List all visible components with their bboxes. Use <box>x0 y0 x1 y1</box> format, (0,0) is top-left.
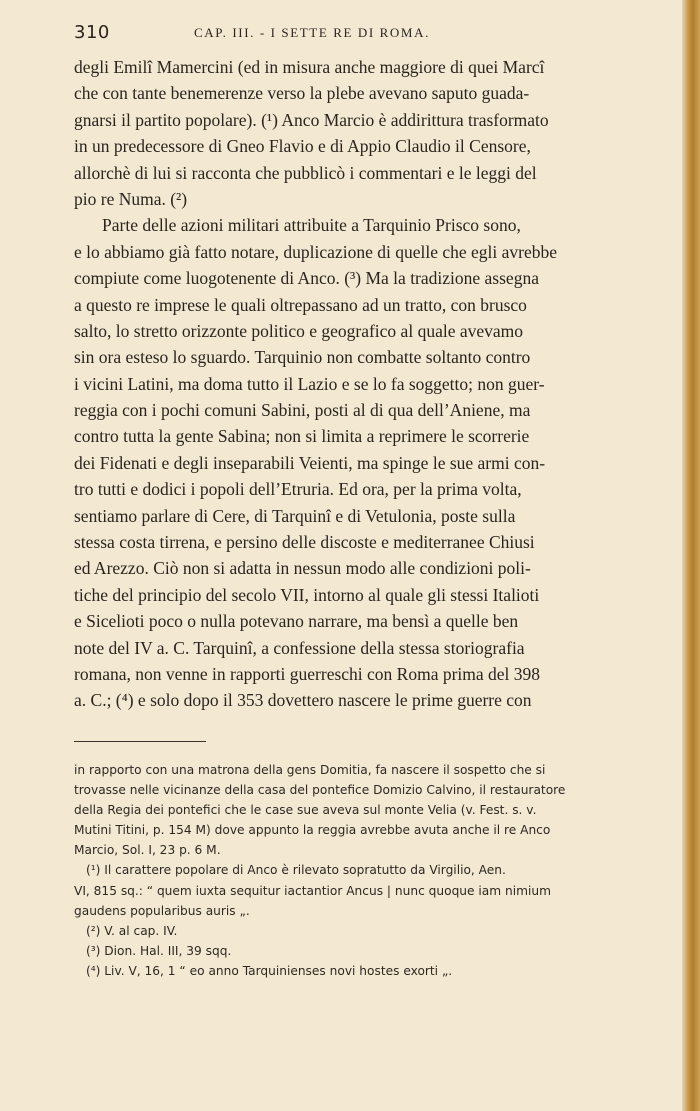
text-line: che con tante benemerenze verso la plebe avevano saputo guada- <box>74 83 530 104</box>
page-header <box>74 22 622 46</box>
text-line: allorchè di lui si racconta che pubblicò i commentari e le leggi del <box>74 162 537 183</box>
text-line: romana, non venne in rapporti guerreschi con Roma prima del 398 <box>74 663 541 684</box>
text-line: tiche del principio del secolo VII, intorno al quale gli stessi Italioti <box>74 584 540 605</box>
footnote-separator <box>74 741 206 742</box>
footnotes <box>74 760 622 981</box>
text-line: degli Emilî Mamercini (ed in misura anche maggiore di quei Marcî <box>74 57 545 77</box>
main-text <box>74 54 622 714</box>
text-line: tro tutti e dodici i popoli dell’Etruria. Ed ora, per la prima volta, <box>74 479 522 500</box>
text-line: e Sicelioti poco o nulla potevano narrare, ma bensì a quelle ben <box>74 611 519 632</box>
text-line: stessa costa tirrena, e persino delle discoste e mediterranee Chiusi <box>74 532 535 553</box>
text-line: sentiamo parlare di Cere, di Tarquinî e di Vetulonia, poste sulla <box>74 505 516 526</box>
text-line: reggia con i pochi comuni Sabini, posti al di qua dell’Aniene, ma <box>74 400 531 421</box>
footnote-line: Marcio, Sol. I, 23 p. 6 M. <box>74 843 221 858</box>
text-line: sin ora esteso lo sguardo. Tarquinio non combatte soltanto contro <box>74 347 531 368</box>
text-line: salto, lo stretto orizzonte politico e geografico al quale avevamo <box>74 320 524 341</box>
text-line: e lo abbiamo già fatto notare, duplicazione di quelle che egli avrebbe <box>74 241 557 262</box>
text-line: a questo re imprese le quali oltrepassano ad un tratto, con brusco <box>74 294 527 315</box>
text-line: Parte delle azioni militari attribuite a Tarquinio Prisco sono, <box>102 215 521 236</box>
page-edge <box>682 0 700 1111</box>
footnote-line: Mutini Titini, p. 154 M) dove appunto la reggia avrebbe avuta anche il re Anco <box>74 823 551 838</box>
page-number: 310 <box>74 22 110 43</box>
footnote-line: della Regia dei pontefici che le case sue aveva sul monte Velia (v. Fest. s. v. <box>74 803 537 818</box>
footnote-line: (¹) Il carattere popolare di Anco è rilevato sopratutto da Virgilio, Aen. <box>86 863 506 878</box>
text-line: pio re Numa. (²) <box>74 188 188 209</box>
text-line: dei Fidenati e degli inseparabili Veienti, ma spinge le sue armi con- <box>74 452 546 473</box>
footnote-line: gaudens popularibus auris „. <box>74 903 250 918</box>
text-line: ed Arezzo. Ciò non si adatta in nessun modo alle condizioni poli- <box>74 558 531 579</box>
text-line: a. C.; (⁴) e solo dopo il 353 dovettero nascere le prime guerre con <box>74 690 532 711</box>
text-line: gnarsi il partito popolare). (¹) Anco Marcio è addirittura trasformato <box>74 109 549 130</box>
text-line: contro tutta la gente Sabina; non si limita a reprimere le scorrerie <box>74 426 530 447</box>
text-line: i vicini Latini, ma doma tutto il Lazio e se lo fa soggetto; non guer- <box>74 373 545 394</box>
footnote-line: (²) V. al cap. IV. <box>86 923 178 938</box>
running-title: CAP. III. - I SETTE RE DI ROMA. <box>194 25 430 40</box>
footnote-line: (⁴) Liv. V, 16, 1 “ eo anno Tarquinienses novi hostes exorti „. <box>86 963 453 978</box>
footnote-line: trovasse nelle vicinanze della casa del pontefice Domizio Calvino, il restauratore <box>74 783 566 798</box>
footnote-line: in rapporto con una matrona della gens Domitia, fa nascere il sospetto che si <box>74 763 546 777</box>
text-line: in un predecessore di Gneo Flavio e di Appio Claudio il Censore, <box>74 136 531 157</box>
footnote-line: VI, 815 sq.: “ quem iuxta sequitur iactantior Ancus | nunc quoque iam nimium <box>74 883 551 898</box>
text-line: note del IV a. C. Tarquinî, a confessione della stessa storiografia <box>74 637 525 658</box>
text-line: compiute come luogotenente di Anco. (³) Ma la tradizione assegna <box>74 268 539 289</box>
footnote-line: (³) Dion. Hal. III, 39 sqq. <box>86 943 232 958</box>
